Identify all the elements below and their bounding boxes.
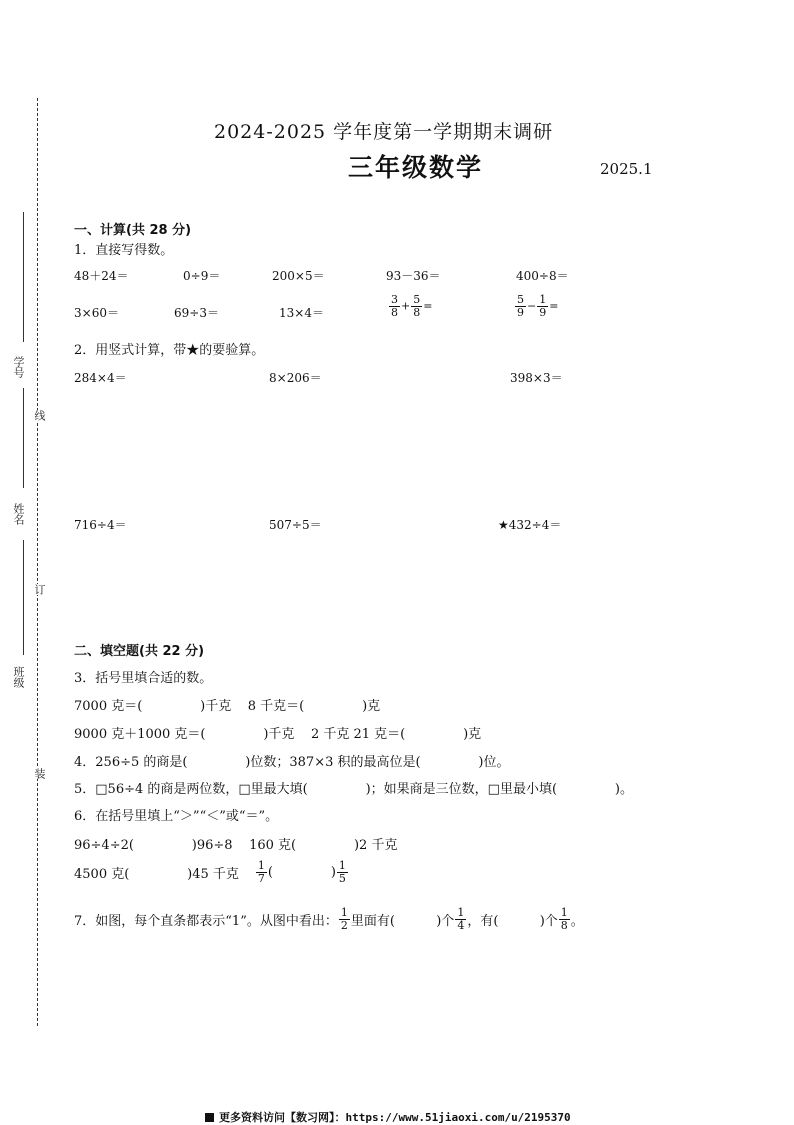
q1-item: 3×60＝ bbox=[74, 306, 119, 320]
student-id-label: 学号 bbox=[12, 356, 25, 378]
fraction: $\frac{3}{8}$ bbox=[391, 293, 398, 319]
answer-blank: ( ) bbox=[267, 864, 336, 880]
flag-icon bbox=[205, 1113, 214, 1122]
q2-item: 507÷5＝ bbox=[269, 518, 322, 532]
exam-title: 2024-2025 学年度第一学期期末调研 bbox=[214, 121, 554, 143]
q1-item: 69÷3＝ bbox=[174, 306, 219, 320]
q2-item: 398×3＝ bbox=[510, 371, 563, 385]
section2-heading: 二、填空题(共 22 分) bbox=[74, 644, 205, 659]
fraction: $\frac{1}{4}$ bbox=[457, 906, 465, 932]
q1-item: 200×5＝ bbox=[272, 269, 325, 283]
q6-prompt: 6．在括号里填上“＞”“＜”或“＝”。 bbox=[74, 809, 279, 824]
fraction: $\frac{1}{8}$ bbox=[560, 906, 568, 932]
q3-line-2: 9000 克＋1000 克＝( )千克 2 千克 21 克＝( )克 bbox=[74, 727, 482, 742]
binding-mark-staple: 订 bbox=[33, 584, 46, 595]
student-id-underline bbox=[23, 212, 24, 342]
fraction: $\frac{1}{7}$ bbox=[257, 859, 265, 885]
q6-weight-compare: 4500 克( )45 千克 bbox=[74, 866, 239, 882]
fraction: $\frac{1}{2}$ bbox=[340, 906, 348, 932]
q1-item: 48＋24＝ bbox=[74, 269, 129, 283]
exam-date: 2025.1 bbox=[600, 160, 653, 178]
q1-fraction-item-1: $\frac{3}{8}$ + $\frac{5}{8}$ = bbox=[391, 293, 433, 319]
q4-text: 4．256÷5 的商是( )位数；387×3 积的最高位是( )位。 bbox=[74, 755, 510, 770]
q7-text: 7．如图，每个直条都表示“1”。从图中看出： $\frac{1}{2}$ 里面有( )个 $\frac{1}{4}$ ，有( )个 $\frac{1}{8}$ 。 bbox=[74, 906, 584, 932]
name-underline bbox=[23, 388, 24, 488]
q2-prompt: 2．用竖式计算，带★的要验算。 bbox=[74, 343, 265, 358]
binding-dashed-line bbox=[37, 98, 38, 1026]
q1-item: 400÷8＝ bbox=[516, 269, 569, 283]
fraction: $\frac{5}{9}$ bbox=[517, 293, 524, 319]
subject-title: 三年级数学 bbox=[348, 153, 484, 182]
q2-item: 8×206＝ bbox=[269, 371, 322, 385]
q3-prompt: 3．括号里填合适的数。 bbox=[74, 671, 213, 686]
fraction: $\frac{5}{8}$ bbox=[413, 293, 421, 319]
section1-heading: 一、计算(共 28 分) bbox=[74, 223, 192, 238]
binding-mark-line: 线 bbox=[33, 410, 46, 421]
footer-link[interactable] bbox=[205, 1109, 571, 1125]
name-label: 姓名 bbox=[12, 503, 25, 525]
q1-item: 93－36＝ bbox=[386, 269, 441, 283]
q1-item: 0÷9＝ bbox=[183, 269, 221, 283]
q6-line-1: 96÷4÷2( )96÷8 160 克( )2 千克 bbox=[74, 838, 398, 853]
q2-item: ★432÷4＝ bbox=[498, 518, 562, 532]
fraction: $\frac{1}{9}$ bbox=[539, 293, 547, 319]
class-label: 班级 bbox=[12, 666, 25, 688]
class-underline bbox=[23, 540, 24, 655]
q1-prompt: 1．直接写得数。 bbox=[74, 243, 174, 258]
q6-line-2 bbox=[74, 860, 349, 884]
q3-line-1: 7000 克＝( )千克 8 千克＝( )克 bbox=[74, 699, 381, 714]
binding-mark-bind: 装 bbox=[33, 768, 46, 779]
q5-text: 5．□56÷4 的商是两位数，□里最大填( )；如果商是三位数，□里最小填( )。 bbox=[74, 782, 633, 797]
fraction: $\frac{1}{5}$ bbox=[338, 859, 346, 885]
q1-item: 13×4＝ bbox=[279, 306, 324, 320]
footer-text[interactable]: 更多资料访问【数习网】：https://www.51jiaoxi.com/u/2195370 bbox=[219, 1111, 571, 1124]
q1-fraction-item-2: $\frac{5}{9}$ − $\frac{1}{9}$ = bbox=[517, 293, 559, 319]
q2-item: 284×4＝ bbox=[74, 371, 127, 385]
q2-item: 716÷4＝ bbox=[74, 518, 127, 532]
